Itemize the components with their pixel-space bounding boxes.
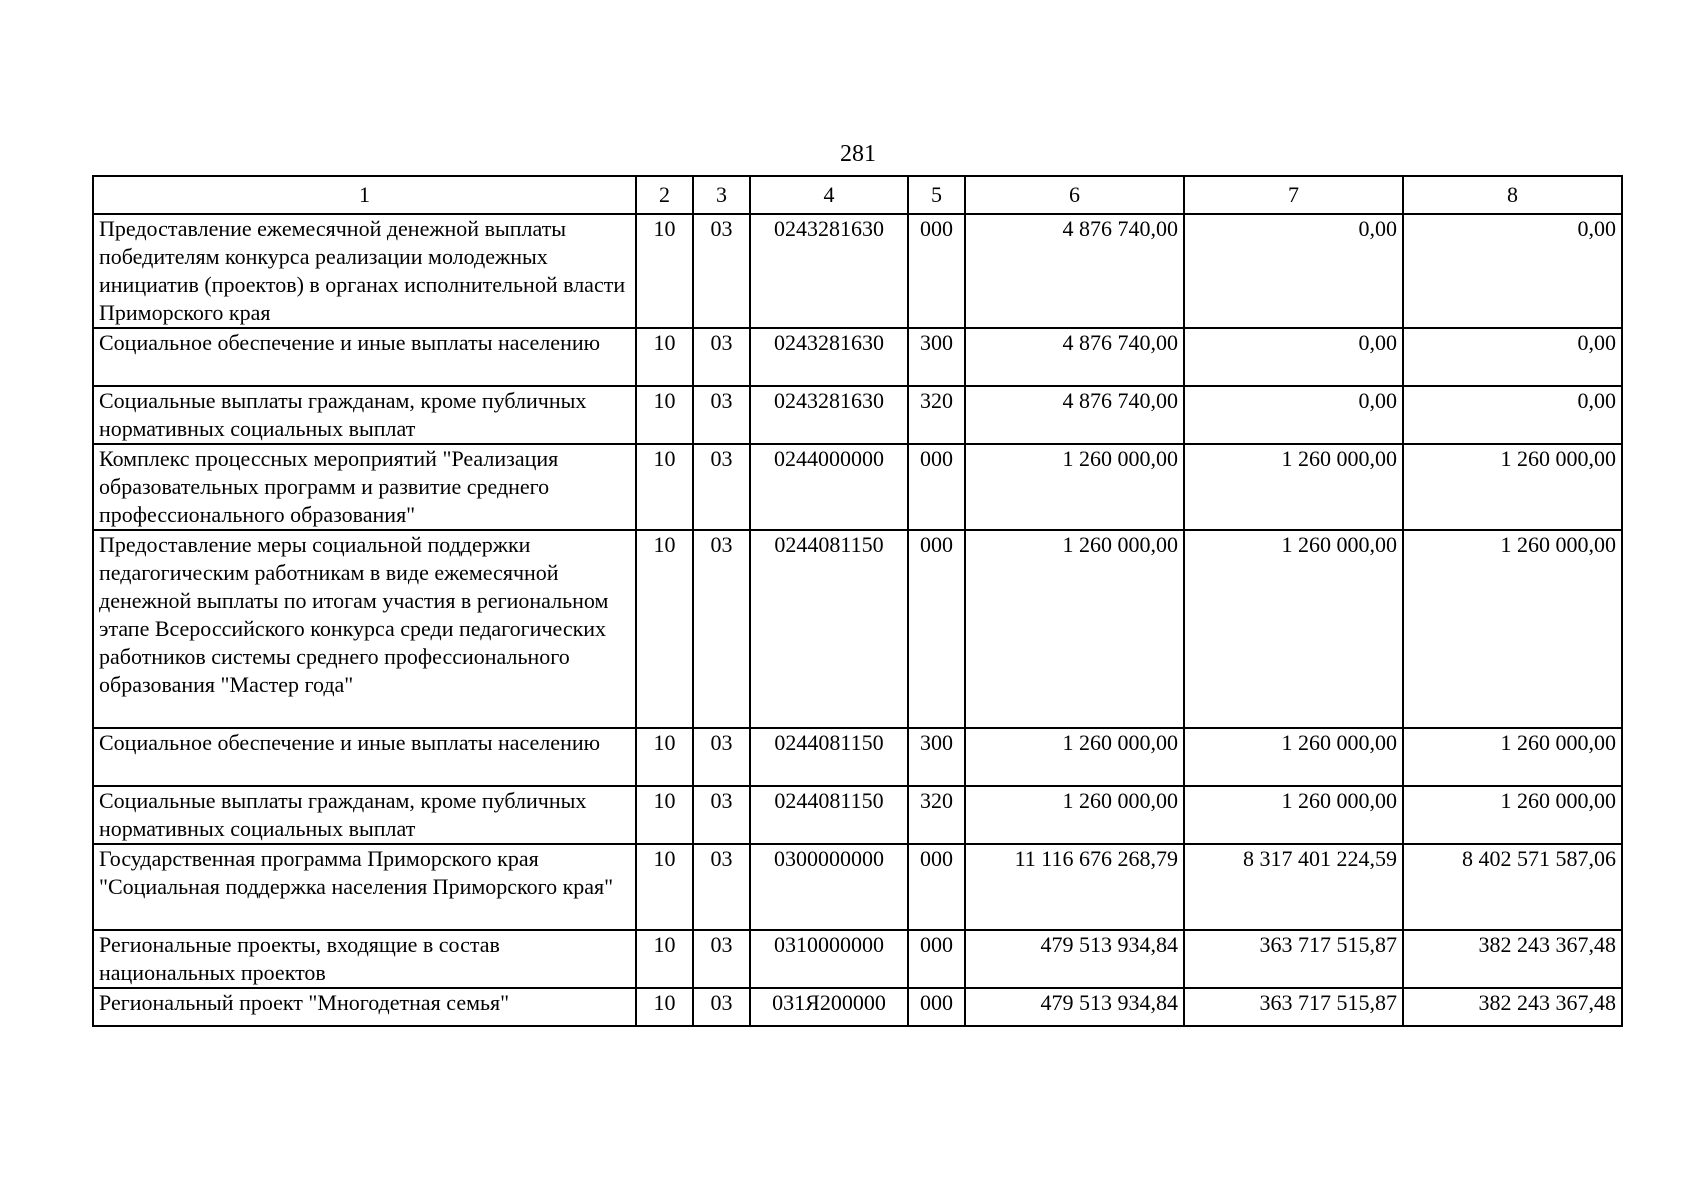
row-amount-col7: 0,00 <box>1184 214 1403 328</box>
row-target-code: 031Я200000 <box>750 988 908 1026</box>
table-row <box>93 930 1622 988</box>
row-subsection: 03 <box>693 444 750 530</box>
row-section: 10 <box>636 328 693 386</box>
row-amount-col7: 363 717 515,87 <box>1184 930 1403 988</box>
row-expense-type: 000 <box>908 530 965 728</box>
row-subsection: 03 <box>693 728 750 786</box>
header-row <box>93 176 1622 214</box>
row-name: Предоставление меры социальной поддержки педагогическим работникам в виде ежемесячной денежной выплаты по итогам участия в региональном этапе Всероссийского конкурса среди педагогических работников системы среднего профессионального образования "Мастер года" <box>93 530 636 728</box>
row-section: 10 <box>636 530 693 728</box>
table-row <box>93 530 1622 728</box>
row-target-code: 0300000000 <box>750 844 908 930</box>
row-section: 10 <box>636 930 693 988</box>
row-expense-type: 300 <box>908 328 965 386</box>
row-subsection: 03 <box>693 844 750 930</box>
row-subsection: 03 <box>693 786 750 844</box>
row-amount-col8: 382 243 367,48 <box>1403 930 1622 988</box>
row-expense-type: 320 <box>908 786 965 844</box>
table-row <box>93 844 1622 930</box>
row-name: Социальное обеспечение и иные выплаты населению <box>93 728 636 786</box>
row-section: 10 <box>636 386 693 444</box>
row-name: Социальные выплаты гражданам, кроме публичных нормативных социальных выплат <box>93 786 636 844</box>
row-amount-col6: 4 876 740,00 <box>965 328 1184 386</box>
table-row <box>93 988 1622 1026</box>
table-row <box>93 328 1622 386</box>
row-amount-col7: 0,00 <box>1184 386 1403 444</box>
row-target-code: 0244081150 <box>750 728 908 786</box>
row-name: Предоставление ежемесячной денежной выплаты победителям конкурса реализации молодежных инициатив (проектов) в органах исполнительной власти Приморского края <box>93 214 636 328</box>
row-amount-col7: 1 260 000,00 <box>1184 530 1403 728</box>
row-amount-col8: 1 260 000,00 <box>1403 530 1622 728</box>
header-col-3: 3 <box>693 176 750 214</box>
row-subsection: 03 <box>693 214 750 328</box>
row-amount-col8: 0,00 <box>1403 214 1622 328</box>
row-expense-type: 000 <box>908 988 965 1026</box>
row-amount-col8: 382 243 367,48 <box>1403 988 1622 1026</box>
table-row <box>93 444 1622 530</box>
row-expense-type: 000 <box>908 214 965 328</box>
row-amount-col8: 0,00 <box>1403 386 1622 444</box>
row-section: 10 <box>636 728 693 786</box>
row-amount-col6: 1 260 000,00 <box>965 786 1184 844</box>
row-section: 10 <box>636 444 693 530</box>
row-target-code: 0244081150 <box>750 530 908 728</box>
budget-table <box>92 175 1623 1027</box>
header-col-6: 6 <box>965 176 1184 214</box>
row-subsection: 03 <box>693 386 750 444</box>
table-row <box>93 386 1622 444</box>
table-row <box>93 728 1622 786</box>
row-expense-type: 000 <box>908 844 965 930</box>
row-target-code: 0310000000 <box>750 930 908 988</box>
row-subsection: 03 <box>693 930 750 988</box>
row-expense-type: 000 <box>908 444 965 530</box>
row-target-code: 0244081150 <box>750 786 908 844</box>
row-amount-col6: 4 876 740,00 <box>965 386 1184 444</box>
row-amount-col6: 479 513 934,84 <box>965 988 1184 1026</box>
row-section: 10 <box>636 786 693 844</box>
row-amount-col7: 363 717 515,87 <box>1184 988 1403 1026</box>
table-row <box>93 214 1622 328</box>
row-amount-col8: 1 260 000,00 <box>1403 728 1622 786</box>
row-expense-type: 300 <box>908 728 965 786</box>
row-target-code: 0244000000 <box>750 444 908 530</box>
row-amount-col8: 1 260 000,00 <box>1403 444 1622 530</box>
row-subsection: 03 <box>693 530 750 728</box>
header-col-8: 8 <box>1403 176 1622 214</box>
page-number: 281 <box>840 141 876 167</box>
row-subsection: 03 <box>693 328 750 386</box>
table-row <box>93 786 1622 844</box>
row-target-code: 0243281630 <box>750 328 908 386</box>
row-amount-col6: 479 513 934,84 <box>965 930 1184 988</box>
row-name: Региональный проект "Многодетная семья" <box>93 988 636 1026</box>
row-amount-col7: 8 317 401 224,59 <box>1184 844 1403 930</box>
row-amount-col8: 8 402 571 587,06 <box>1403 844 1622 930</box>
header-col-7: 7 <box>1184 176 1403 214</box>
header-col-1: 1 <box>93 176 636 214</box>
row-name: Региональные проекты, входящие в состав национальных проектов <box>93 930 636 988</box>
header-col-5: 5 <box>908 176 965 214</box>
row-amount-col6: 1 260 000,00 <box>965 444 1184 530</box>
row-amount-col7: 1 260 000,00 <box>1184 444 1403 530</box>
row-amount-col7: 1 260 000,00 <box>1184 786 1403 844</box>
row-name: Социальное обеспечение и иные выплаты населению <box>93 328 636 386</box>
row-name: Социальные выплаты гражданам, кроме публичных нормативных социальных выплат <box>93 386 636 444</box>
row-subsection: 03 <box>693 988 750 1026</box>
row-target-code: 0243281630 <box>750 214 908 328</box>
row-name: Комплекс процессных мероприятий "Реализация образовательных программ и развитие среднего профессионального образования" <box>93 444 636 530</box>
row-amount-col6: 1 260 000,00 <box>965 530 1184 728</box>
row-section: 10 <box>636 844 693 930</box>
row-amount-col6: 1 260 000,00 <box>965 728 1184 786</box>
row-amount-col7: 0,00 <box>1184 328 1403 386</box>
header-col-4: 4 <box>750 176 908 214</box>
row-amount-col8: 0,00 <box>1403 328 1622 386</box>
row-section: 10 <box>636 214 693 328</box>
row-amount-col6: 11 116 676 268,79 <box>965 844 1184 930</box>
row-target-code: 0243281630 <box>750 386 908 444</box>
header-col-2: 2 <box>636 176 693 214</box>
row-expense-type: 320 <box>908 386 965 444</box>
row-section: 10 <box>636 988 693 1026</box>
row-name: Государственная программа Приморского края "Социальная поддержка населения Приморского края" <box>93 844 636 930</box>
row-amount-col7: 1 260 000,00 <box>1184 728 1403 786</box>
row-amount-col6: 4 876 740,00 <box>965 214 1184 328</box>
row-expense-type: 000 <box>908 930 965 988</box>
row-amount-col8: 1 260 000,00 <box>1403 786 1622 844</box>
